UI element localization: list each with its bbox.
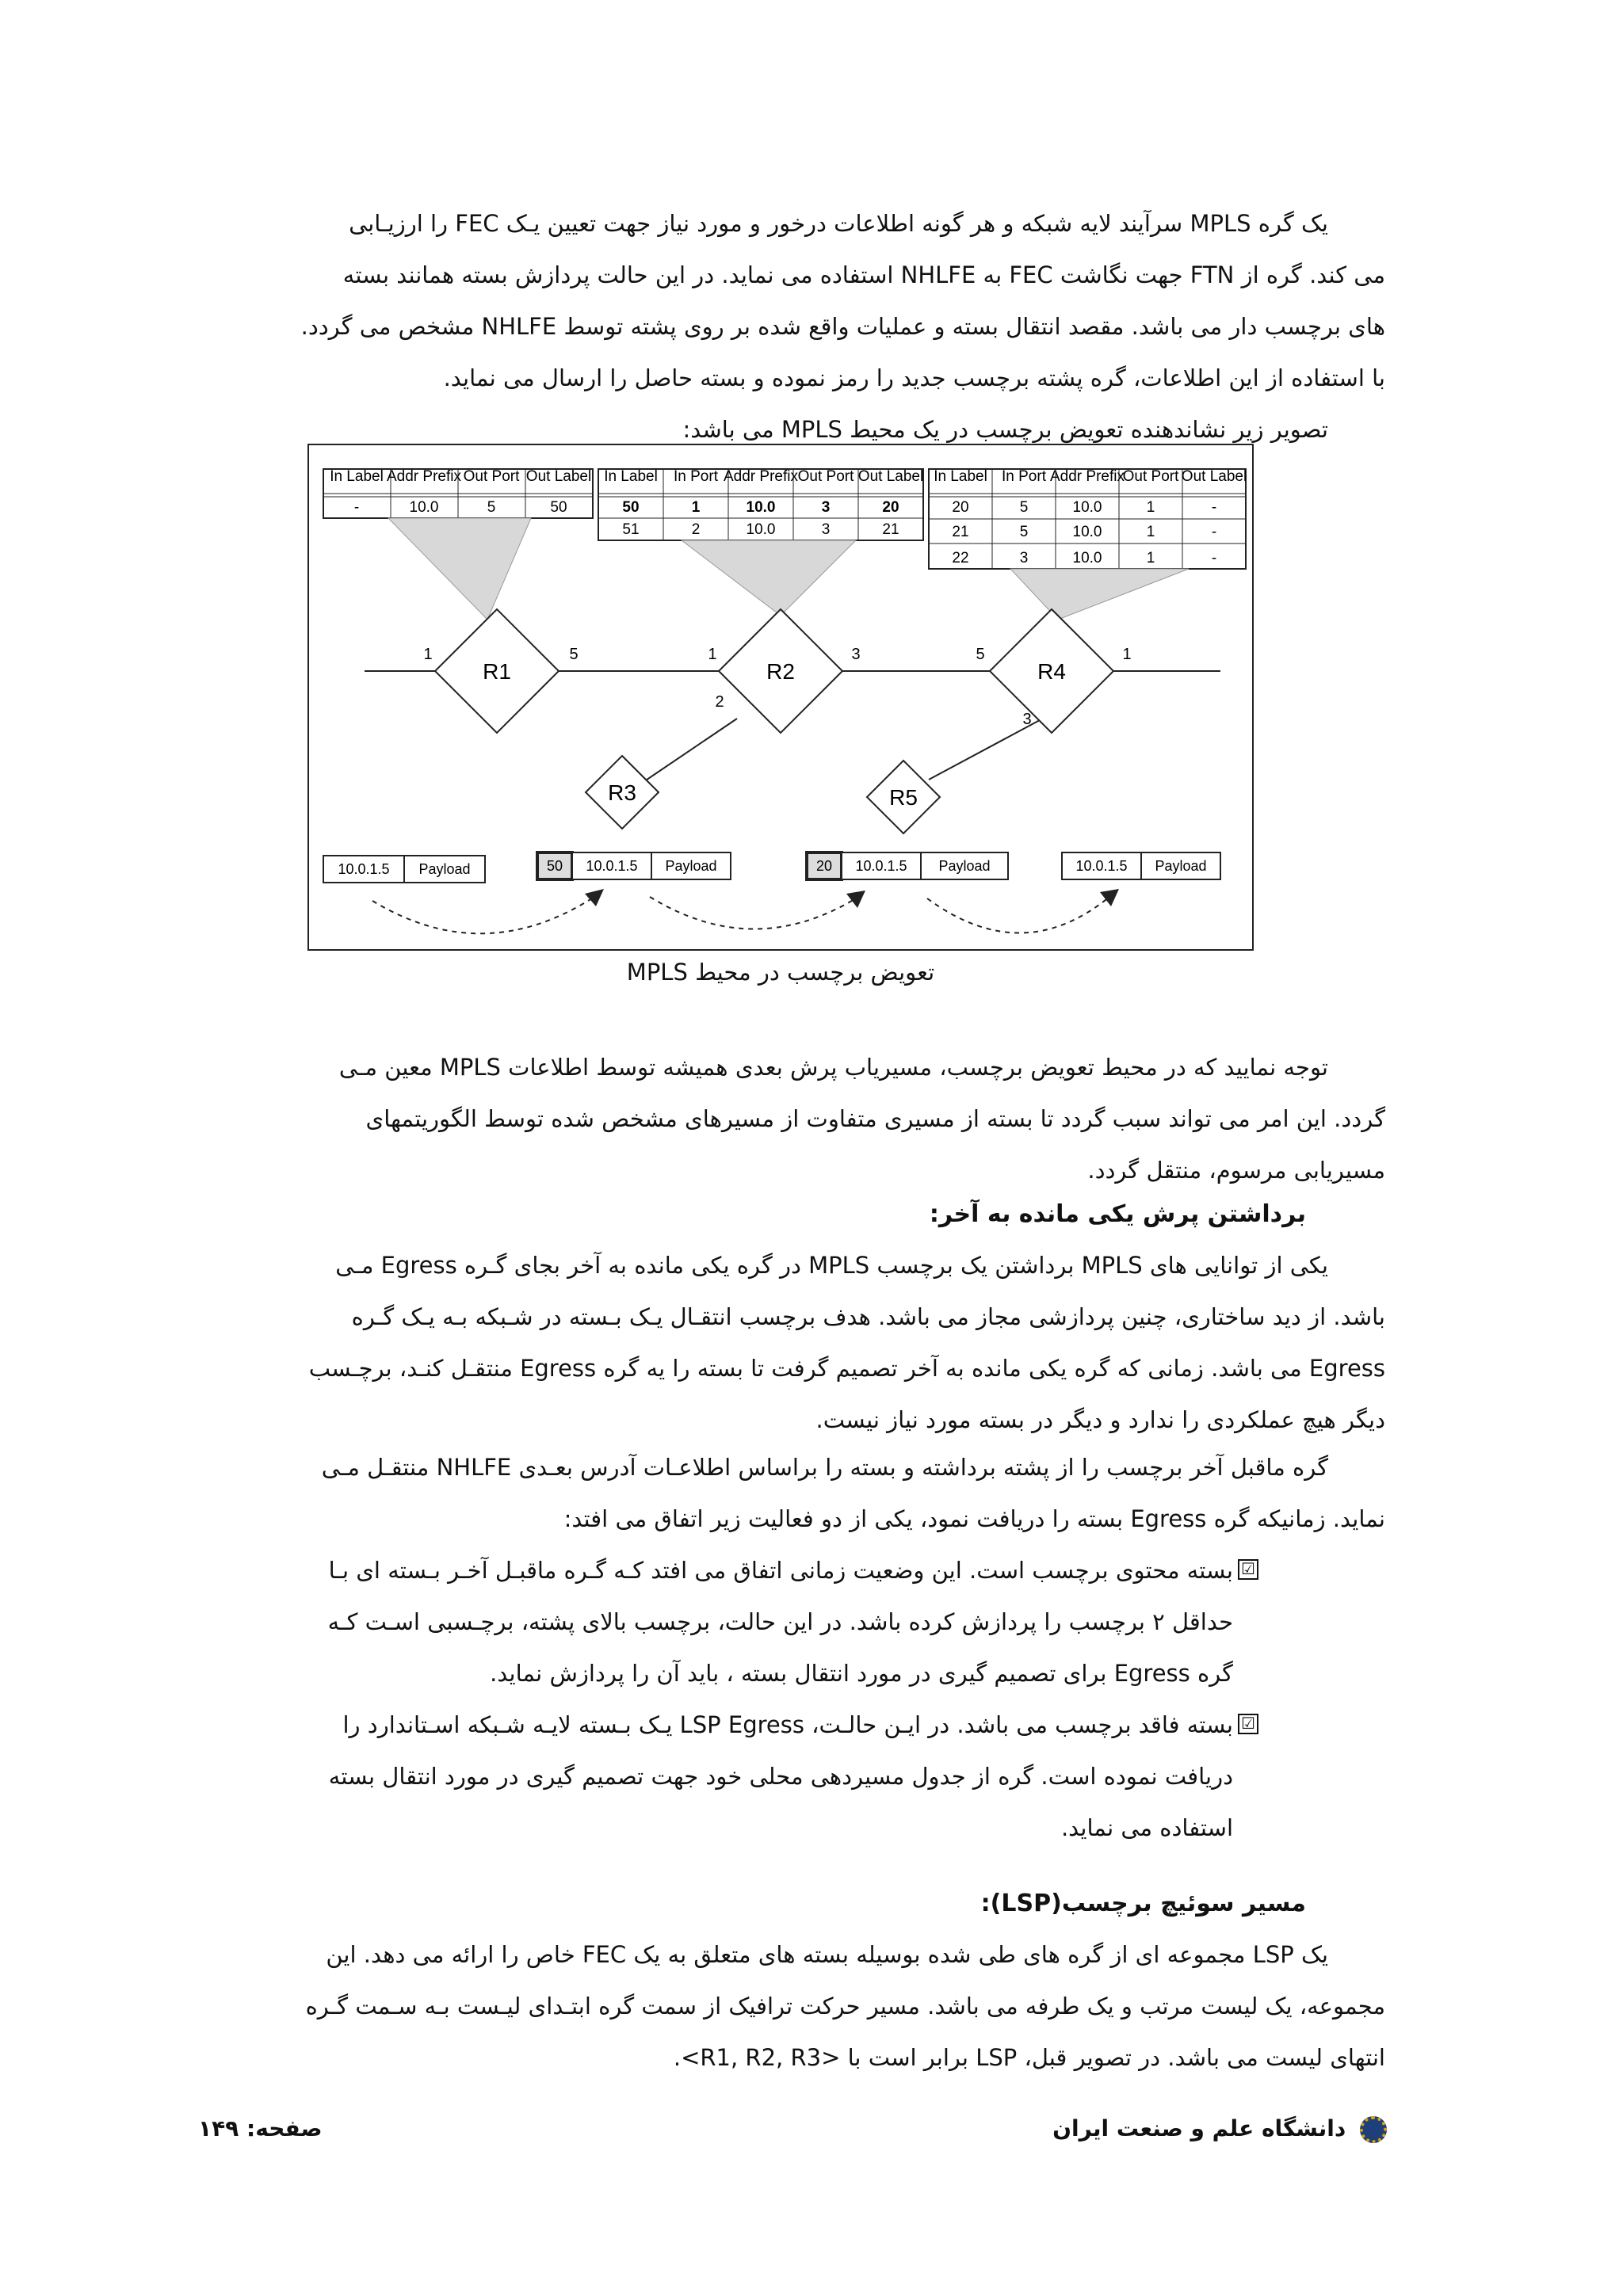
table-cell: 20 xyxy=(952,499,969,516)
paragraph-intro xyxy=(244,198,1385,456)
text-line: با استفاده از این اطلاعات، گره پشته برچسب جدید را رمز نموده و بسته حاصل را ارسال می نماید. xyxy=(443,364,1385,391)
table-cell: 22 xyxy=(952,550,969,566)
port-label: 1 xyxy=(708,646,717,663)
figure-intro-line: تصویر زیر نشاندهنده تعویض برچسب در یک محیط MPLS می باشد: xyxy=(682,416,1328,443)
page-number-block xyxy=(198,2115,323,2142)
table-cell: 10.0 xyxy=(746,499,776,516)
packet-address: 10.0.1.5 xyxy=(1075,858,1128,874)
table-cell: 10.0 xyxy=(746,521,776,538)
text-line: باشد. از دید ساختاری، چنین پردازشی مجاز می باشد. هدف برچسب انتقـال یـک بـسته در شـبکه بـه یـک گـره xyxy=(351,1303,1385,1330)
bullet-list xyxy=(244,1545,1385,1854)
table-header: Out Port xyxy=(797,468,854,485)
table-cell: 1 xyxy=(691,499,701,516)
table-header: Out Label xyxy=(1181,468,1247,485)
table-cell: 3 xyxy=(1019,550,1029,566)
table-header: In Port xyxy=(674,468,718,485)
text-line: گره Egress برای تصمیم گیری در مورد انتقال بسته ، باید آن را پردازش نماید. xyxy=(490,1660,1233,1687)
packet-3 xyxy=(807,852,1008,879)
table-cell: - xyxy=(1211,550,1217,566)
table-cell: 21 xyxy=(882,521,899,538)
text-line: نماید. زمانیکه گره Egress بسته را دریافت نمود، یکی از دو فعالیت زیر اتفاق می افتد: xyxy=(563,1505,1385,1532)
text-line: توجه نمایید که در محیط تعویض برچسب، مسیریاب پرش بعدی همیشه توسط اطلاعات MPLS معین مـی xyxy=(338,1054,1328,1081)
table-cell: 1 xyxy=(1146,524,1155,540)
mpls-diagram xyxy=(309,445,1252,949)
packets xyxy=(323,852,1220,883)
text-line: بسته محتوی برچسب است. این وضعیت زمانی اتفاق می افتد کـه گـره ماقبـل آخـر بـسته ای بـا xyxy=(328,1557,1233,1584)
packet-address: 10.0.1.5 xyxy=(338,861,390,877)
table-header: In Label xyxy=(604,468,658,485)
table-cell: 21 xyxy=(952,524,969,540)
packet-label: 50 xyxy=(546,858,563,874)
port-label: 1 xyxy=(1122,646,1132,663)
packet-payload: Payload xyxy=(938,858,991,874)
table-header: In Port xyxy=(1002,468,1046,485)
university-block xyxy=(1052,2115,1387,2143)
text-line: دیگر هیچ عملکردی را ندارد و دیگر در بسته مورد نیاز نیست. xyxy=(815,1406,1385,1433)
paragraph-egress xyxy=(244,1442,1385,1545)
table-header: Out Label xyxy=(525,468,592,485)
text-line: یکی از توانایی های MPLS برداشتن یک برچسب MPLS در گره یکی مانده به آخر بجای گـره Egress مـی xyxy=(335,1252,1328,1279)
table-header: In Label xyxy=(330,468,384,485)
router-label: R2 xyxy=(766,659,795,684)
table-header: Out Port xyxy=(463,468,520,485)
table-cell: 5 xyxy=(1019,499,1029,516)
router-label: R5 xyxy=(889,785,918,810)
table-cell: 10.0 xyxy=(1072,550,1102,566)
packet-4 xyxy=(1062,852,1220,879)
table-cell: 3 xyxy=(821,521,831,538)
page-label: صفحه: xyxy=(246,2115,323,2142)
text-line: استفاده می نماید. xyxy=(1060,1814,1233,1841)
table-header: Addr Prefix xyxy=(1050,468,1125,485)
paragraph-note xyxy=(244,1042,1385,1196)
section-heading: مسیر سوئیچ برچسب(LSP): xyxy=(980,1890,1306,1917)
packet-payload: Payload xyxy=(1155,858,1207,874)
port-label: 5 xyxy=(976,646,985,663)
packet-address: 10.0.1.5 xyxy=(855,858,907,874)
port-label: 5 xyxy=(569,646,579,663)
table-cell: 2 xyxy=(691,521,701,538)
table-cell: - xyxy=(1211,524,1217,540)
table-cell: 5 xyxy=(487,499,496,516)
page-number: ۱۴۹ xyxy=(198,2115,239,2142)
page-footer xyxy=(198,2115,1387,2163)
list-item xyxy=(244,1699,1385,1854)
table-cell: 50 xyxy=(622,499,640,516)
table-cell: 10.0 xyxy=(409,499,439,516)
router-label: R3 xyxy=(608,780,636,805)
packet-payload: Payload xyxy=(418,861,471,877)
section-heading: برداشتن پرش یکی مانده به آخر: xyxy=(929,1200,1306,1228)
table-cell: - xyxy=(1211,499,1217,516)
table-header: Out Port xyxy=(1122,468,1179,485)
text-line: های برچسب دار می باشد. مقصد انتقال بسته و عملیات واقع شده بر روی پشته توسط NHLFE مشخص می گردد. xyxy=(300,313,1385,340)
checkbox-icon: ☑ xyxy=(1238,1714,1258,1734)
text-line: انتهای لیست می باشد. در تصویر قبل، LSP برابر است با <R1, R2, R3>. xyxy=(673,2044,1385,2071)
table-header: Addr Prefix xyxy=(724,468,798,485)
port-label: 3 xyxy=(851,646,861,663)
table-r2 xyxy=(598,468,923,616)
packet-label: 20 xyxy=(815,858,833,874)
packet-2 xyxy=(537,852,731,879)
mpls-label-swap-figure xyxy=(307,444,1254,951)
list-item xyxy=(244,1545,1385,1699)
router-label: R1 xyxy=(483,659,511,684)
table-header: Out Label xyxy=(857,468,924,485)
table-cell: 10.0 xyxy=(1072,524,1102,540)
paragraph-lsp xyxy=(244,1929,1385,2084)
table-header: In Label xyxy=(934,468,987,485)
router-label: R4 xyxy=(1037,659,1066,684)
text-line: یک LSP مجموعه ای از گره های طی شده بوسیله بسته های متعلق به یک FEC خاص را ارائه می دهد. این xyxy=(326,1941,1328,1968)
text-line: Egress می باشد. زمانی که گره یکی مانده به آخر تصمیم گرفت تا بسته را یه گره Egress منتقـل کنـد، برچـسب xyxy=(308,1355,1385,1382)
routers xyxy=(435,609,1113,833)
port-label: 2 xyxy=(715,693,724,711)
table-cell: 10.0 xyxy=(1072,499,1102,516)
table-r4 xyxy=(929,468,1247,620)
table-cell: 51 xyxy=(622,521,640,538)
port-label: 1 xyxy=(423,646,433,663)
table-cell: 1 xyxy=(1146,550,1155,566)
table-cell: 3 xyxy=(821,499,831,516)
packet-1 xyxy=(323,856,485,883)
figure-caption: تعویض برچسب در محیط MPLS xyxy=(626,959,935,986)
text-line: دریافت نموده است. گره از جدول مسیردهی محلی خود جهت تصمیم گیری در مورد انتقال بسته xyxy=(328,1763,1233,1790)
text-line: حداقل ۲ برچسب را پردازش کرده باشد. در این حالت، برچسب بالای پشته، برچـسبی اسـت کـه xyxy=(327,1608,1233,1635)
table-cell: - xyxy=(353,499,360,516)
text-line: مجموعه، یک لیست مرتب و یک طرفه می باشد. مسیر حرکت ترافیک از سمت گره ابتـدای لیـست بـه سـمت گـره xyxy=(305,1993,1385,2019)
table-r1 xyxy=(323,468,593,620)
text-line: مسیریابی مرسوم، منتقل گردد. xyxy=(1087,1157,1385,1184)
packet-address: 10.0.1.5 xyxy=(586,858,638,874)
table-cell: 5 xyxy=(1019,524,1029,540)
table-cell: 50 xyxy=(550,499,567,516)
text-line: یک گره MPLS سرآیند لایه شبکه و هر گونه اطلاعات درخور و مورد نیاز جهت تعیین یـک FEC را ارزیـابی xyxy=(349,210,1328,237)
table-cell: 20 xyxy=(882,499,899,516)
flow-arrows xyxy=(372,897,1109,933)
text-line: می کند. گره از FTN جهت نگاشت FEC به NHLFE استفاده می نماید. در این حالت پردازش بسته همانند بسته xyxy=(342,261,1385,288)
text-line: گره ماقبل آخر برچسب را از پشته برداشته و بسته را براساس اطلاعـات آدرس بعـدی NHLFE منتقـل مـی xyxy=(321,1454,1328,1481)
packet-payload: Payload xyxy=(665,858,717,874)
table-cell: 1 xyxy=(1146,499,1155,516)
text-line: بسته فاقد برچسب می باشد. در ایـن حالـت، LSP Egress یـک بـسته لایـه شـبکه اسـتاندارد را xyxy=(342,1711,1233,1738)
table-header: Addr Prefix xyxy=(387,468,461,485)
text-line: گردد. این امر می تواند سبب گردد تا بسته از مسیری متفاوت از مسیرهای مشخص شده توسط الگوریتمهای xyxy=(365,1105,1385,1132)
university-logo-icon xyxy=(1360,2116,1387,2143)
checkbox-icon: ☑ xyxy=(1238,1559,1258,1580)
port-label: 3 xyxy=(1022,711,1032,728)
paragraph-php xyxy=(244,1240,1385,1446)
university-name: دانشگاه علم و صنعت ایران xyxy=(1052,2115,1346,2142)
arrow-heads xyxy=(585,889,1119,908)
